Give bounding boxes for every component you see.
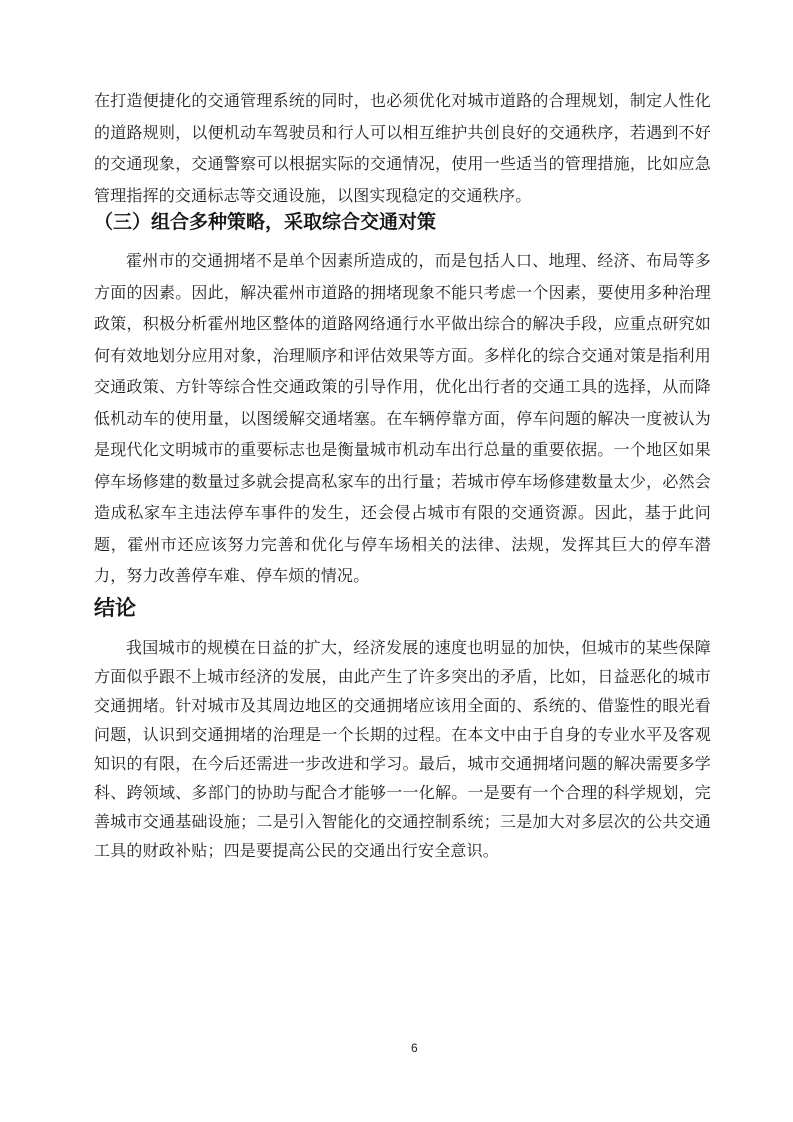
paragraph-continuation: 在打造便捷化的交通管理系统的同时，也必须优化对城市道路的合理规划，制定人性化的道路规则，以便机动车驾驶员和行人可以相互维护共创良好的交通秩序，若遇到不好的交通现象，交通警察可以根据实际的交通情况，使用一些适当的管理措施，比如应急管理指挥的交通标志等交通设施，以图实现稳定的交通秩序。 xyxy=(94,93,711,205)
section-heading: （三）组合多种策略，采取综合交通对策 xyxy=(94,212,437,233)
page-number: 6 xyxy=(411,1041,418,1055)
conclusion-heading: 结论 xyxy=(94,597,136,620)
section-paragraph: 霍州市的交通拥堵不是单个因素所造成的，而是包括人口、地理、经济、布局等多方面的因素。因此，解决霍州市道路的拥堵现象不能只考虑一个因素，要使用多种治理政策，积极分析霍州地区整体的道路网络通行水平做出综合的解决手段，应重点研究如何有效地划分应用对象，治理顺序和评估效果等方面。多样化的综合交通对策是指利用交通政策、方针等综合性交通政策的引导作用，优化出行者的交通工具的选择，从而降低机动车的使用量，以图缓解交通堵塞。在车辆停靠方面，停车问题的解决一度被认为是现代化文明城市的重要标志也是衡量城市机动车出行总量的重要依据。一个地区如果停车场修建的数量过多就会提高私家车的出行量；若城市停车场修建数量太少，必然会造成私家车主违法停车事件的发生，还会侵占城市有限的交通资源。因此，基于此问题，霍州市还应该努力完善和优化与停车场相关的法律、法规，发挥其巨大的停车潜力，努力改善停车难、停车烦的情况。 xyxy=(94,253,711,585)
conclusion-paragraph: 我国城市的规模在日益的扩大，经济发展的速度也明显的加快，但城市的某些保障方面似乎跟不上城市经济的发展，由此产生了许多突出的矛盾，比如，日益恶化的城市交通拥堵。针对城市及其周边地区的交通拥堵应该用全面的、系统的、借鉴性的眼光看问题，认识到交通拥堵的治理是一个长期的过程。在本文中由于自身的专业水平及客观知识的有限，在今后还需进一步改进和学习。最后，城市交通拥堵问题的解决需要多学科、跨领域、多部门的协助与配合才能够一一化解。一是要有一个合理的科学规划，完善城市交通基础设施；二是引入智能化的交通控制系统；三是加大对多层次的公共交通工具的财政补贴；四是要提高公民的交通出行安全意识。 xyxy=(94,640,711,860)
